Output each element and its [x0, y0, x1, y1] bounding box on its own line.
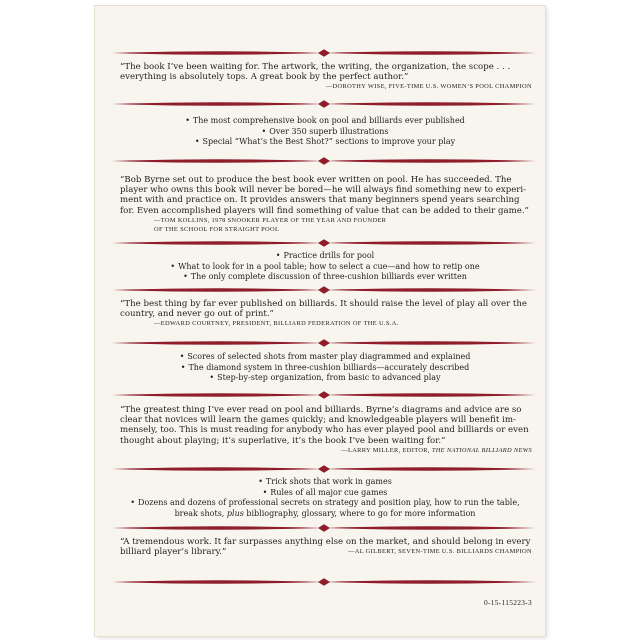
quote-line: “The best thing by far ever published on billiards. It should raise the level of play all over the [120, 299, 528, 309]
ornamental-divider [112, 48, 536, 58]
feature-list [110, 116, 540, 148]
feature-item: • Scores of selected shots from master play diagrammed and explained [179, 352, 471, 361]
quote-line: player who owns this book will never be bored—he will always find something new to experi- [120, 185, 527, 196]
quote-line: “A tremendous work. It far surpasses anything else on the market, and should belong in every [120, 537, 531, 547]
ornamental-divider [112, 464, 536, 474]
ornamental-divider [112, 238, 536, 248]
feature-item: • The diamond system in three-cushion billiards—accurately described [180, 362, 470, 372]
ornamental-divider [112, 523, 536, 533]
quote-line: “The greatest thing I’ve ever read on pool and billiards. Byrne’s diagrams and advice are so [120, 405, 522, 415]
ornamental-divider [112, 390, 536, 400]
review-quote [120, 405, 532, 455]
ornamental-divider [112, 99, 536, 109]
quote-text [120, 299, 532, 319]
quote-line: country, and never go out of print.” [120, 309, 274, 320]
quote-line: thought about playing; it’s superlative, it’s the book I’ve been waiting for.” [120, 435, 446, 446]
isbn-number: 0-15-115223-3 [484, 598, 532, 607]
review-quote [120, 537, 532, 556]
quote-attribution: —EDWARD COURTNEY, PRESIDENT, BILLIARD FEDERATION OF THE U.S.A. [154, 320, 399, 328]
quote-text [120, 62, 532, 82]
feature-item: • Step-by-step organization, from basic to advanced play [209, 373, 441, 383]
quote-line: “The book I’ve been waiting for. The artwork, the writing, the organization, the scope . . . [120, 62, 511, 72]
quote-line: “Bob Byrne set out to produce the best book ever written on pool. He has succeeded. The [120, 175, 512, 185]
review-quote [120, 299, 532, 328]
feature-item: • Practice drills for pool [275, 251, 375, 260]
ornamental-divider [112, 285, 536, 295]
feature-item: break shots, plus bibliography, glossary, where to go for more information [174, 508, 476, 518]
quote-attribution: —AL GILBERT, SEVEN-TIME U.S. BILLIARDS CHAMPION [348, 548, 532, 556]
feature-item: • The only complete discussion of three-cushion billiards ever written [183, 272, 467, 282]
review-quote [120, 62, 532, 91]
feature-item: • What to look for in a pool table; how to select a cue—and how to retip one [170, 261, 480, 271]
feature-item: • Dozens and dozens of professional secrets on strategy and position play, how to run the table, [130, 498, 520, 508]
feature-item: • Over 350 superb illustrations [261, 126, 389, 136]
feature-item: • Trick shots that work in games [258, 477, 392, 486]
feature-item: • Rules of all major cue games [262, 487, 388, 497]
review-quote [120, 175, 532, 234]
ornamental-divider [112, 577, 536, 587]
quote-line: for. Even accomplished players will find something of value that can be added to their game.” [120, 205, 529, 216]
quote-line: clear that novices will learn the games quickly; and knowledgeable players will benefit im- [120, 415, 516, 426]
feature-list [110, 251, 540, 283]
feature-item: • Special “What’s the Best Shot?” sections to improve your play [194, 137, 456, 147]
quote-line: everything is absolutely tops. A great book by the perfect author.” [120, 72, 409, 83]
ornamental-divider [112, 156, 536, 166]
feature-list [110, 352, 540, 384]
quote-line: ment with and practice on. It provides answers that many beginners spend years searching [120, 195, 520, 206]
quote-attribution: —TOM KOLLINS, 1978 SNOOKER PLAYER OF THE YEAR AND FOUNDER OF THE SCHOOL FOR STRAIGHT POOL [154, 216, 387, 233]
feature-item: • The most comprehensive book on pool and billiards ever published [185, 116, 465, 125]
quote-line: billiard player’s library.” [120, 547, 227, 558]
ornamental-divider [112, 338, 536, 348]
quote-attribution: —LARRY MILLER, EDITOR, THE NATIONAL BILLIARD NEWS [341, 446, 532, 454]
quote-line: mensely, too. This is must reading for anybody who has ever played pool and billiards or even [120, 425, 529, 436]
quote-text [120, 175, 532, 216]
quote-attribution: —DOROTHY WISE, FIVE-TIME U.S. WOMEN’S POOL CHAMPION [325, 83, 532, 91]
quote-text [120, 405, 532, 446]
feature-list [110, 477, 540, 519]
